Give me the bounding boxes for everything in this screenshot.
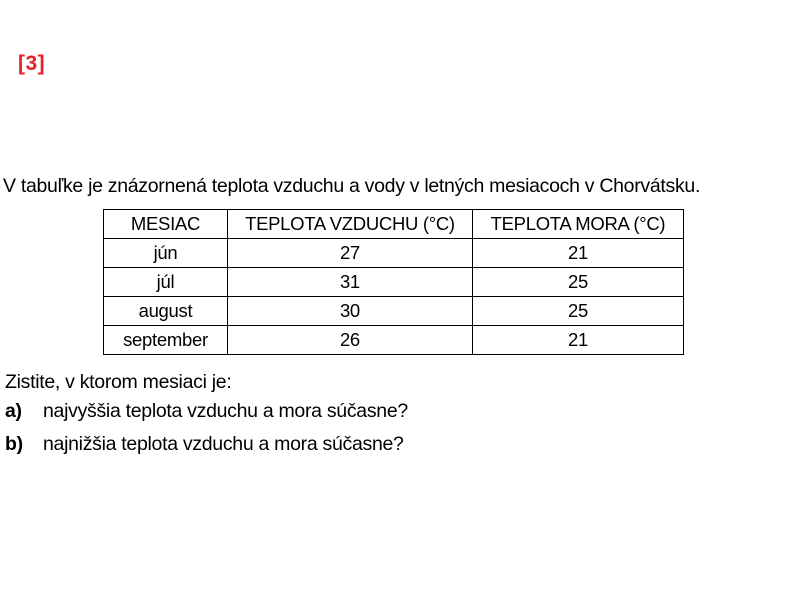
table-row [104, 268, 684, 297]
header-sea-temperature: TEPLOTA MORA (°C) [472, 210, 683, 239]
sub-question-a [5, 400, 408, 423]
sub-question-text: najnižšia teplota vzduchu a mora súčasne? [43, 433, 404, 455]
header-air-temperature: TEPLOTA VZDUCHU (°C) [227, 210, 472, 239]
cell-air-temperature: 30 [227, 297, 472, 326]
temperature-table [103, 209, 684, 355]
cell-sea-temperature: 21 [472, 326, 683, 355]
table-row [104, 239, 684, 268]
table-row [104, 326, 684, 355]
intro-text: V tabuľke je znázornená teplota vzduchu a vody v letných mesiacoch v Chorvátsku. [3, 175, 701, 197]
sub-question-label: a) [5, 400, 22, 422]
cell-month: september [104, 326, 228, 355]
cell-sea-temperature: 25 [472, 268, 683, 297]
cell-air-temperature: 31 [227, 268, 472, 297]
table-row [104, 297, 684, 326]
sub-question-label: b) [5, 433, 23, 455]
sub-question-b [5, 433, 404, 456]
cell-month: júl [104, 268, 228, 297]
table-header-row [104, 210, 684, 239]
cell-sea-temperature: 25 [472, 297, 683, 326]
header-month: MESIAC [104, 210, 228, 239]
cell-sea-temperature: 21 [472, 239, 683, 268]
cell-air-temperature: 27 [227, 239, 472, 268]
task-number: [3] [18, 52, 46, 75]
cell-month: jún [104, 239, 228, 268]
question-text: Zistite, v ktorom mesiaci je: [5, 371, 232, 393]
sub-question-text: najvyššia teplota vzduchu a mora súčasne? [43, 400, 408, 422]
cell-month: august [104, 297, 228, 326]
cell-air-temperature: 26 [227, 326, 472, 355]
